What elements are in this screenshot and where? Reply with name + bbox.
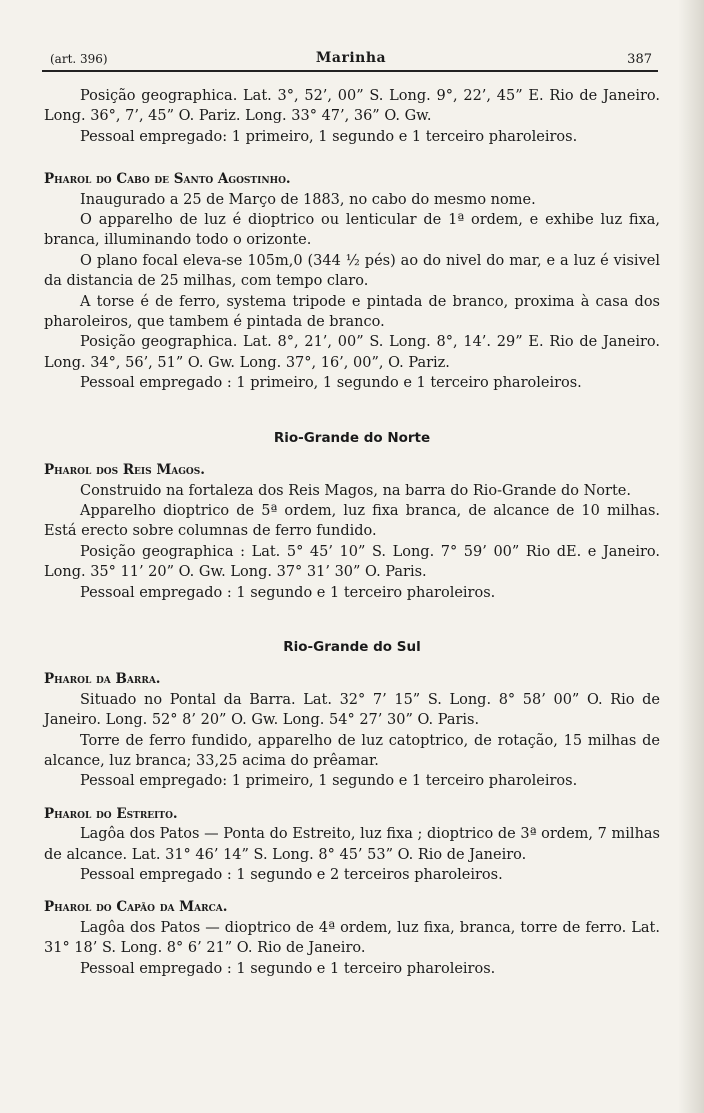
page-number: 387 [627, 52, 652, 67]
capao-paragraph-2: Pessoal empregado : 1 segundo e 1 terceiro pharoleiros. [80, 960, 496, 977]
running-header [50, 50, 652, 72]
heading-capao-da-marca: Pharol do Capão da Marca. [44, 899, 228, 916]
sa-paragraph-5: Posição geographica. Lat. 8°, 21’, 00” S. Long. 8°, 14’. 29” E. Rio de Janeiro. Long. 34°, 56’, 51” O. Gw. Long. 37°, 16’, 00”, O. Pariz. [44, 334, 660, 371]
heading-santo-agostinho: Pharol do Cabo de Santo Agostinho. [44, 171, 291, 188]
sa-paragraph-4: A torse é de ferro, systema tripode e pintada de branco, proxima à casa dos pharoleiros, que tambem é pintada de branco. [44, 293, 660, 331]
header-rule [42, 70, 658, 72]
page-body [44, 86, 660, 979]
estreito-paragraph-2: Pessoal empregado : 1 segundo e 2 terceiros pharoleiros. [80, 867, 503, 883]
running-title: Marinha [315, 50, 387, 66]
norte-paragraph-2: Apparelho dioptrico de 5ª ordem, luz fixa branca, de alcance de 10 milhas. Está erecto sobre columnas de ferro fundido. [44, 502, 660, 540]
sa-paragraph-2: O apparelho de luz é dioptrico ou lenticular de 1ª ordem, e exhibe luz fixa, branca, illuminando todo o orizonte. [44, 212, 660, 249]
sa-paragraph-6: Pessoal empregado : 1 primeiro, 1 segundo e 1 terceiro pharoleiros. [80, 375, 582, 392]
article-reference: (art. 396) [50, 52, 108, 66]
estreito-paragraph-1: Lagôa dos Patos — Ponta do Estreito, luz fixa ; dioptrico de 3ª ordem, 7 milhas de alcance. Lat. 31° 46’ 14” S. Long. 8° 45’ 53” O. Rio de Janeiro. [44, 826, 660, 863]
section-title-norte: Rio-Grande do Norte [273, 429, 431, 446]
norte-paragraph-1: Construido na fortaleza dos Reis Magos, na barra do Rio-Grande do Norte. [80, 482, 631, 499]
page-edge-shadow [678, 0, 704, 1113]
heading-reis-magos: Pharol dos Reis Magos. [44, 462, 205, 479]
heading-estreito: Pharol do Estreito. [44, 805, 178, 822]
barra-paragraph-1: Situado no Pontal da Barra. Lat. 32° 7’ 15” S. Long. 8° 58’ 00” O. Rio de Janeiro. Long. 52° 8’ 20” O. Gw. Long. 54° 27’ 30” O. Paris. [44, 691, 660, 729]
heading-barra: Pharol da Barra. [44, 671, 161, 688]
norte-paragraph-4: Pessoal empregado : 1 segundo e 1 terceiro pharoleiros. [80, 584, 496, 601]
sa-paragraph-3: O plano focal eleva-se 105m,0 (344 ½ pés) ao do nivel do mar, e a luz é visivel da distancia de 25 milhas, com tempo claro. [44, 252, 660, 290]
barra-paragraph-3: Pessoal empregado: 1 primeiro, 1 segundo e 1 terceiro pharoleiros. [80, 773, 578, 790]
intro-position: Posição geographica. Lat. 3°, 52’, 00” S. Long. 9°, 22’, 45” E. Rio de Janeiro. Long. 36°, 7’, 45” O. Pariz. Long. 33° 47’, 36” O. Gw. [44, 88, 660, 125]
capao-paragraph-1: Lagôa dos Patos — dioptrico de 4ª ordem, luz fixa, branca, torre de ferro. Lat. 31° 18’ S. Long. 8° 6’ 21” O. Rio de Janeiro. [44, 919, 660, 957]
section-title-sul: Rio-Grande do Sul [283, 638, 421, 655]
sa-paragraph-1: Inaugurado a 25 de Março de 1883, no cabo do mesmo nome. [80, 191, 536, 208]
barra-paragraph-2: Torre de ferro fundido, apparelho de luz catoptrico, de rotação, 15 milhas de alcance, luz branca; 33,25 acima do prêamar. [44, 732, 660, 769]
intro-staff: Pessoal empregado: 1 primeiro, 1 segundo e 1 terceiro pharoleiros. [80, 128, 578, 145]
norte-paragraph-3: Posição geographica : Lat. 5° 45’ 10” S. Long. 7° 59’ 00” Rio dE. e Janeiro. Long. 35° 11’ 20” O. Gw. Long. 37° 31’ 30” O. Paris. [44, 543, 660, 581]
